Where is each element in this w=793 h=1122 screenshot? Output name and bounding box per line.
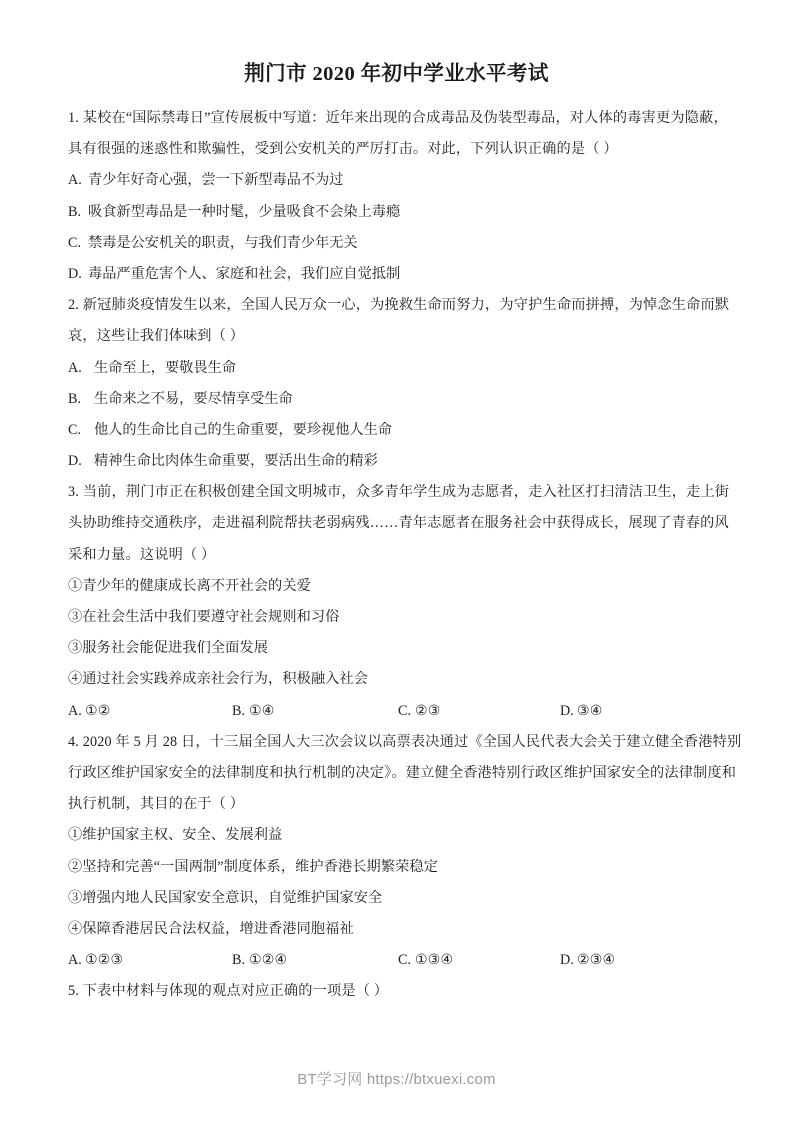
question-1-stem-line-1: 1. 某校在“国际禁毒日”宣传展板中写道：近年来出现的合成毒品及伪装型毒品，对人体的毒害更为隐蔽， bbox=[68, 110, 728, 126]
question-4-choice-d[interactable] bbox=[560, 945, 615, 976]
question-3-item-2: ③在社会生活中我们要遵守社会规则和习俗 bbox=[68, 609, 340, 625]
question-2-option-c-label: C. bbox=[68, 421, 82, 438]
question-2-option-b-label: B. bbox=[68, 390, 82, 407]
question-3-choice-c-text: ②③ bbox=[415, 702, 441, 719]
question-4-choice-d-label: D. bbox=[560, 952, 574, 969]
question-3-choice-c-label: C. bbox=[398, 702, 412, 719]
question-4-choice-b[interactable] bbox=[232, 945, 287, 976]
question-5-stem-line-1: 5. 下表中材料与体现的观点对应正确的一项是（ ） bbox=[68, 983, 389, 1000]
question-1-option-a-label: A. bbox=[68, 172, 82, 189]
question-1-option-c-label: C. bbox=[68, 234, 82, 251]
question-4-choices-row bbox=[68, 945, 726, 976]
question-4-choice-c[interactable] bbox=[398, 945, 453, 976]
question-3-choices-row bbox=[68, 696, 726, 727]
question-5 bbox=[68, 976, 726, 1007]
question-4-stem-line-2: 行政区维护国家安全的法律制度和执行机制的决定》。建立健全香港特别行政区维护国家安全的法律制度和 bbox=[68, 764, 737, 781]
question-4-choice-d-text: ②③④ bbox=[577, 952, 616, 969]
question-3-stem-line-1: 3. 当前，荆门市正在积极创建全国文明城市，众多青年学生成为志愿者，走入社区打扫清洁卫生，走上街 bbox=[68, 484, 730, 501]
question-2-option-a[interactable] bbox=[68, 353, 726, 384]
question-1-option-c[interactable] bbox=[68, 228, 726, 259]
question-3 bbox=[68, 477, 730, 727]
question-1-option-d-text: 毒品严重危害个人、家庭和社会，我们应自觉抵制 bbox=[88, 265, 401, 282]
question-4-choice-a-label: A. bbox=[68, 952, 82, 969]
question-4-choice-c-text: ①③④ bbox=[415, 952, 454, 969]
question-3-choice-b-text: ①④ bbox=[249, 702, 275, 719]
page-title: 荆门市 2020 年初中学业水平考试 bbox=[244, 63, 549, 85]
question-4-choice-c-label: C. bbox=[398, 952, 412, 969]
question-3-item-1: ①青少年的健康成长离不开社会的关爱 bbox=[68, 577, 311, 594]
question-3-choice-d[interactable] bbox=[560, 696, 602, 727]
question-3-choice-a-text: ①② bbox=[85, 702, 111, 719]
question-3-stem-line-3: 采和力量。这说明（ ） bbox=[68, 546, 216, 563]
question-2-option-d[interactable] bbox=[68, 446, 726, 477]
question-2-option-b-text: 生命来之不易，要尽情享受生命 bbox=[94, 390, 293, 407]
question-4-stem-line-3: 执行机制，其目的在于（ ） bbox=[68, 796, 245, 813]
question-2-option-d-text: 精神生命比肉体生命重要，要活出生命的精彩 bbox=[94, 453, 378, 470]
question-1 bbox=[68, 103, 726, 290]
question-1-option-b-text: 吸食新型毒品是一种时髦，少量吸食不会染上毒瘾 bbox=[88, 203, 401, 220]
question-3-choice-a-label: A. bbox=[68, 702, 82, 719]
question-4-item-2: ②坚持和完善“一国两制”制度体系，维护香港长期繁荣稳定 bbox=[68, 858, 438, 875]
question-1-option-b-label: B. bbox=[68, 203, 82, 220]
question-1-option-c-text: 禁毒是公安机关的职责，与我们青少年无关 bbox=[88, 234, 358, 251]
question-1-stem-line-2: 具有很强的迷惑性和欺骗性，受到公安机关的严厉打击。对此，下列认识正确的是（ ） bbox=[68, 141, 618, 158]
question-2-option-a-label: A. bbox=[68, 359, 82, 376]
question-4 bbox=[68, 727, 742, 977]
question-3-choice-b[interactable] bbox=[232, 696, 274, 727]
question-3-choice-b-label: B. bbox=[232, 702, 246, 719]
question-2 bbox=[68, 290, 730, 477]
question-4-stem-line-1: 4. 2020 年 5 月 28 日，十三届全国人大三次会议以高票表决通过《全国人民代表大会关于建立健全香港特别 bbox=[68, 733, 742, 750]
question-1-option-d-label: D. bbox=[68, 265, 82, 282]
question-4-choice-b-text: ①②④ bbox=[249, 952, 288, 969]
exam-body bbox=[68, 103, 742, 1007]
question-3-choice-a[interactable] bbox=[68, 696, 110, 727]
question-4-choice-a[interactable] bbox=[68, 945, 123, 976]
question-3-item-3: ③服务社会能促进我们全面发展 bbox=[68, 640, 269, 657]
question-4-item-1: ①维护国家主权、安全、发展利益 bbox=[68, 827, 283, 844]
question-3-stem-line-2: 头协助维持交通秩序，走进福利院帮扶老弱病残……青年志愿者在服务社会中获得成长，展现了青春的风 bbox=[68, 515, 729, 532]
question-4-choice-a-text: ①②③ bbox=[85, 952, 124, 969]
question-4-choice-b-label: B. bbox=[232, 952, 246, 969]
question-1-option-a-text: 青少年好奇心强，尝一下新型毒品不为过 bbox=[88, 172, 344, 189]
question-2-option-a-text: 生命至上，要敬畏生命 bbox=[94, 359, 236, 376]
question-2-stem-line-1: 2. 新冠肺炎疫情发生以来，全国人民万众一心，为挽救生命而努力，为守护生命而拼搏，为悼念生命而默 bbox=[68, 297, 730, 314]
question-2-option-c-text: 他人的生命比自己的生命重要，要珍视他人生命 bbox=[94, 421, 392, 438]
question-3-choice-c[interactable] bbox=[398, 696, 440, 727]
question-2-stem-line-2: 哀，这些让我们体味到（ ） bbox=[68, 328, 245, 345]
question-1-option-d[interactable] bbox=[68, 259, 726, 290]
question-4-item-3: ③增强内地人民国家安全意识，自觉维护国家安全 bbox=[68, 889, 383, 906]
question-1-option-a[interactable] bbox=[68, 165, 726, 196]
question-2-option-d-label: D. bbox=[68, 453, 82, 470]
question-4-item-4: ④保障香港居民合法权益，增进香港同胞福祉 bbox=[68, 920, 354, 937]
question-3-item-4: ④通过社会实践养成亲社会行为，积极融入社会 bbox=[68, 671, 369, 688]
question-1-option-b[interactable] bbox=[68, 197, 726, 228]
question-2-option-b[interactable] bbox=[68, 384, 726, 415]
question-3-choice-d-label: D. bbox=[560, 702, 574, 719]
question-2-option-c[interactable] bbox=[68, 415, 726, 446]
site-watermark: BT学习网 https://btxuexi.com bbox=[297, 1071, 496, 1088]
question-3-choice-d-text: ③④ bbox=[577, 702, 603, 719]
